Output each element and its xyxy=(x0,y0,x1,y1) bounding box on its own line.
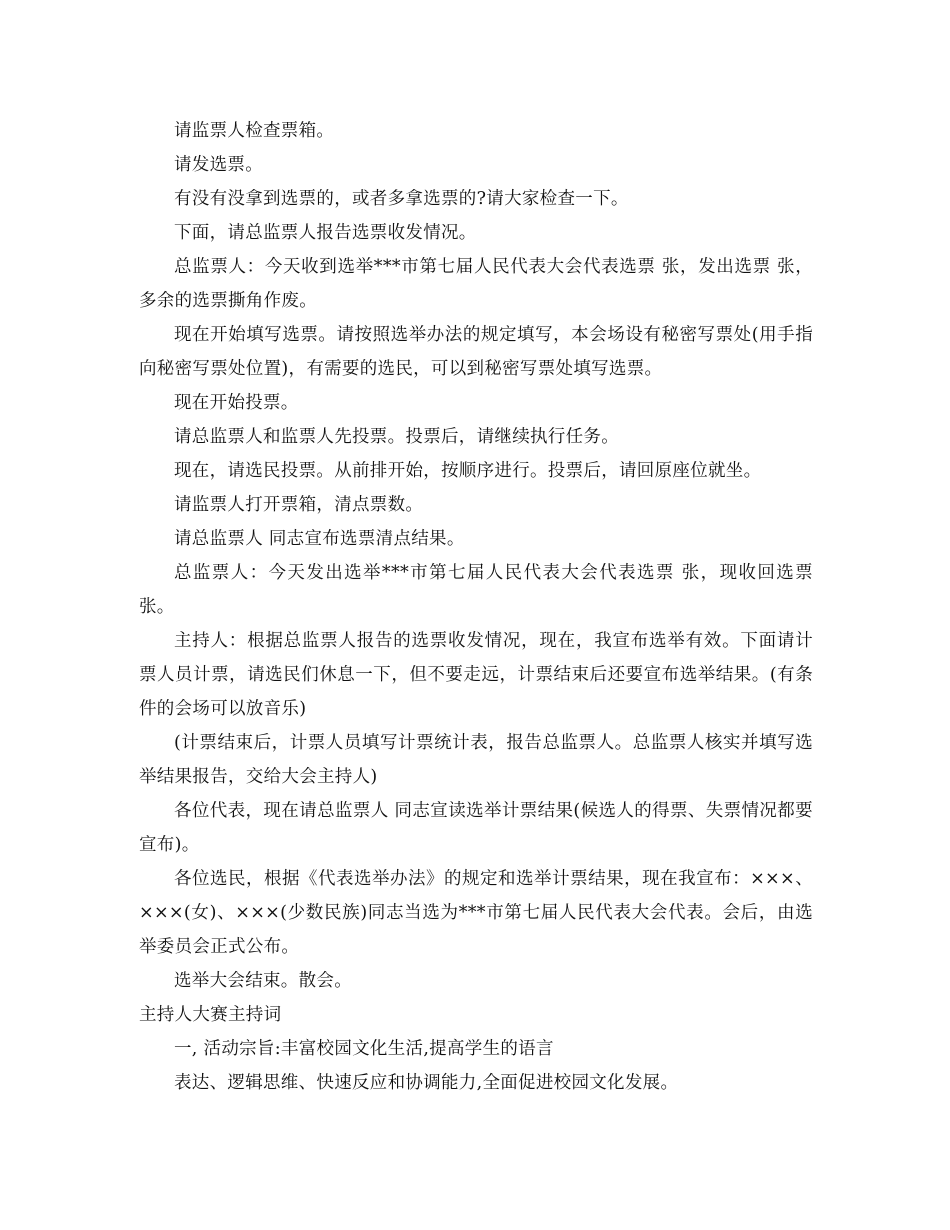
document-body xyxy=(139,114,813,1100)
paragraph: (计票结束后，计票人员填写计票统计表，报告总监票人。总监票人核实并填写选举结果报告，交给大会主持人) xyxy=(139,733,813,787)
paragraph: 请发选票。 xyxy=(174,155,263,175)
paragraph: 表达、逻辑思维、快速反应和协调能力,全面促进校园文化发展。 xyxy=(174,1073,679,1093)
paragraph: 请监票人打开票箱，清点票数。 xyxy=(174,495,424,515)
paragraph: 现在开始投票。 xyxy=(174,393,299,413)
paragraph: 一, 活动宗旨:丰富校园文化生活,提高学生的语言 xyxy=(174,1039,554,1059)
paragraph: 选举大会结束。散会。 xyxy=(174,971,352,991)
paragraph: 现在开始填写选票。请按照选举办法的规定填写，本会场设有秘密写票处(用手指向秘密写票处位置)，有需要的选民，可以到秘密写票处填写选票。 xyxy=(139,325,813,379)
paragraph: 请监票人检查票箱。 xyxy=(174,121,335,141)
paragraph: 各位代表，现在请总监票人 同志宣读选举计票结果(候选人的得票、失票情况都要宣布)。 xyxy=(139,801,813,855)
paragraph: 现在，请选民投票。从前排开始，按顺序进行。投票后，请回原座位就坐。 xyxy=(174,461,762,481)
paragraph: 下面，请总监票人报告选票收发情况。 xyxy=(174,223,477,243)
paragraph: 请总监票人 同志宣布选票清点结果。 xyxy=(174,529,465,549)
paragraph: 各位选民，根据《代表选举办法》的规定和选举计票结果，现在我宣布：×××、×××(女)、×××(少数民族)同志当选为***市第七届人民代表大会代表。会后，由选举委员会正式公布。 xyxy=(139,869,813,957)
paragraph: 有没有没拿到选票的，或者多拿选票的?请大家检查一下。 xyxy=(174,189,629,209)
paragraph: 请总监票人和监票人先投票。投票后，请继续执行任务。 xyxy=(174,427,619,447)
paragraph: 主持人：根据总监票人报告的选票收发情况，现在，我宣布选举有效。下面请计票人员计票，请选民们休息一下，但不要走远，计票结束后还要宣布选举结果。(有条件的会场可以放音乐) xyxy=(139,631,813,719)
section-heading: 主持人大赛主持词 xyxy=(139,1005,282,1025)
paragraph: 总监票人：今天发出选举***市第七届人民代表大会代表选票 张，现收回选票 张。 xyxy=(139,563,813,617)
paragraph: 总监票人：今天收到选举***市第七届人民代表大会代表选票 张，发出选票 张，多余的选票撕角作废。 xyxy=(139,257,813,311)
